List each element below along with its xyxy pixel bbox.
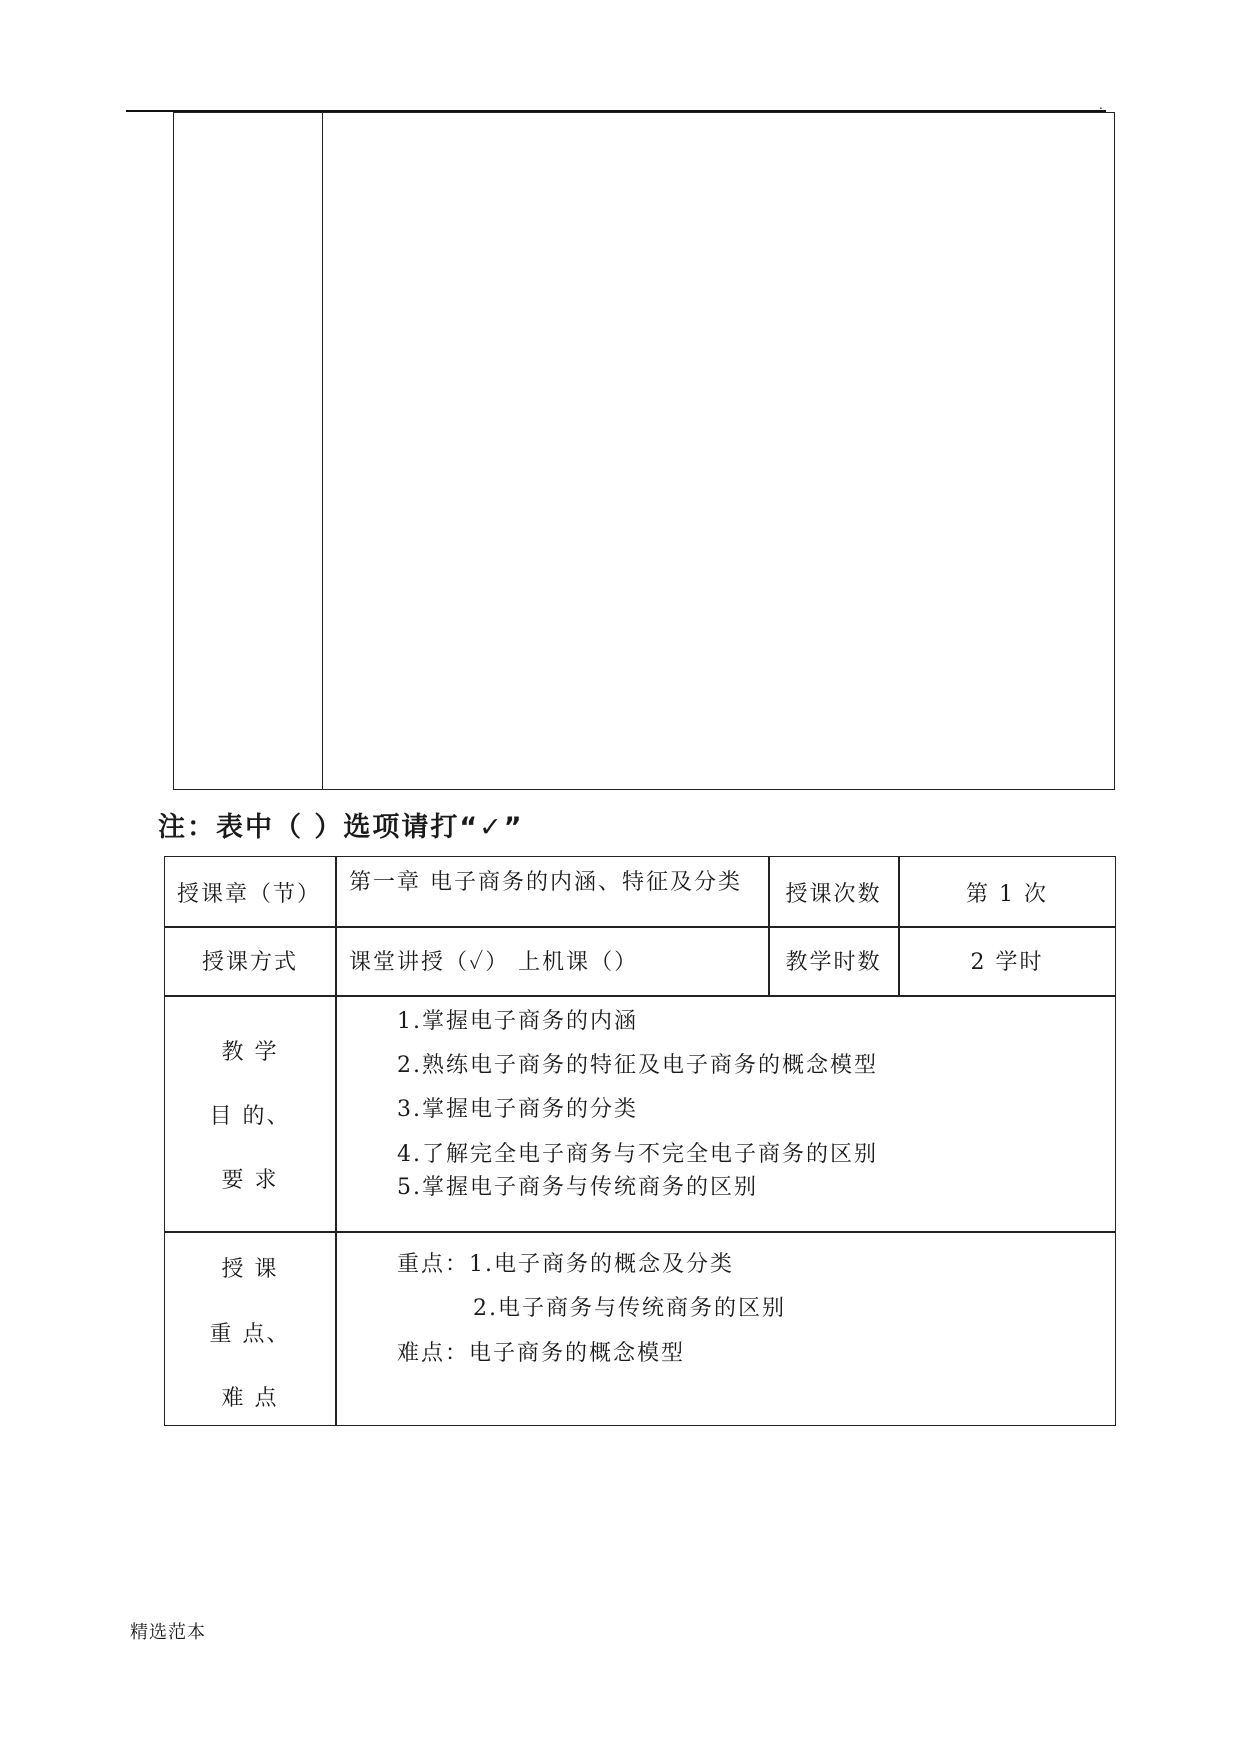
objective-item: 4.了解完全电子商务与不完全电子商务的区别 (397, 1142, 878, 1167)
session-label: 授课次数 (785, 882, 882, 907)
hours-label: 教学时数 (785, 950, 882, 975)
chapter-label: 授课章（节） (177, 882, 322, 907)
objective-item: 5.掌握电子商务与传统商务的区别 (397, 1175, 758, 1200)
keypoints-label-line: 授 课 (221, 1257, 279, 1282)
objectives-label-line: 目 的、 (209, 1104, 291, 1129)
keypoint-item: 2.电子商务与传统商务的区别 (473, 1296, 786, 1321)
hours-value: 2 学时 (970, 950, 1044, 975)
keypoints-label-line: 难 点 (221, 1386, 279, 1411)
chapter-value: 第一章 电子商务的内涵、特征及分类 (349, 870, 742, 895)
objective-item: 2.熟练电子商务的特征及电子商务的概念模型 (397, 1053, 878, 1078)
footer-text: 精选范本 (130, 1622, 206, 1643)
keypoint-item: 难点：电子商务的概念模型 (397, 1341, 686, 1366)
row-line-1 (165, 926, 1115, 928)
row-line-2 (165, 995, 1115, 997)
lesson-table (164, 856, 1116, 1426)
objectives-label-line: 要 求 (221, 1168, 279, 1193)
continuation-table (173, 112, 1115, 790)
method-value: 课堂讲授（✓） 上机课（） (349, 950, 639, 975)
objective-item: 3.掌握电子商务的分类 (397, 1097, 638, 1122)
keypoints-label-line: 重 点、 (209, 1322, 291, 1347)
objective-item: 1.掌握电子商务的内涵 (397, 1009, 638, 1034)
row-line-3 (165, 1231, 1115, 1233)
session-value: 第 1 次 (966, 882, 1048, 907)
header-mark: . (1099, 98, 1103, 112)
col-line-1 (335, 857, 337, 1425)
continuation-table-divider (322, 113, 323, 789)
objectives-label-line: 教 学 (221, 1040, 279, 1065)
method-label: 授课方式 (201, 950, 298, 975)
note-text: 注：表中（ ）选项请打“✓” (158, 812, 524, 843)
keypoint-item: 重点：1.电子商务的概念及分类 (397, 1252, 734, 1277)
